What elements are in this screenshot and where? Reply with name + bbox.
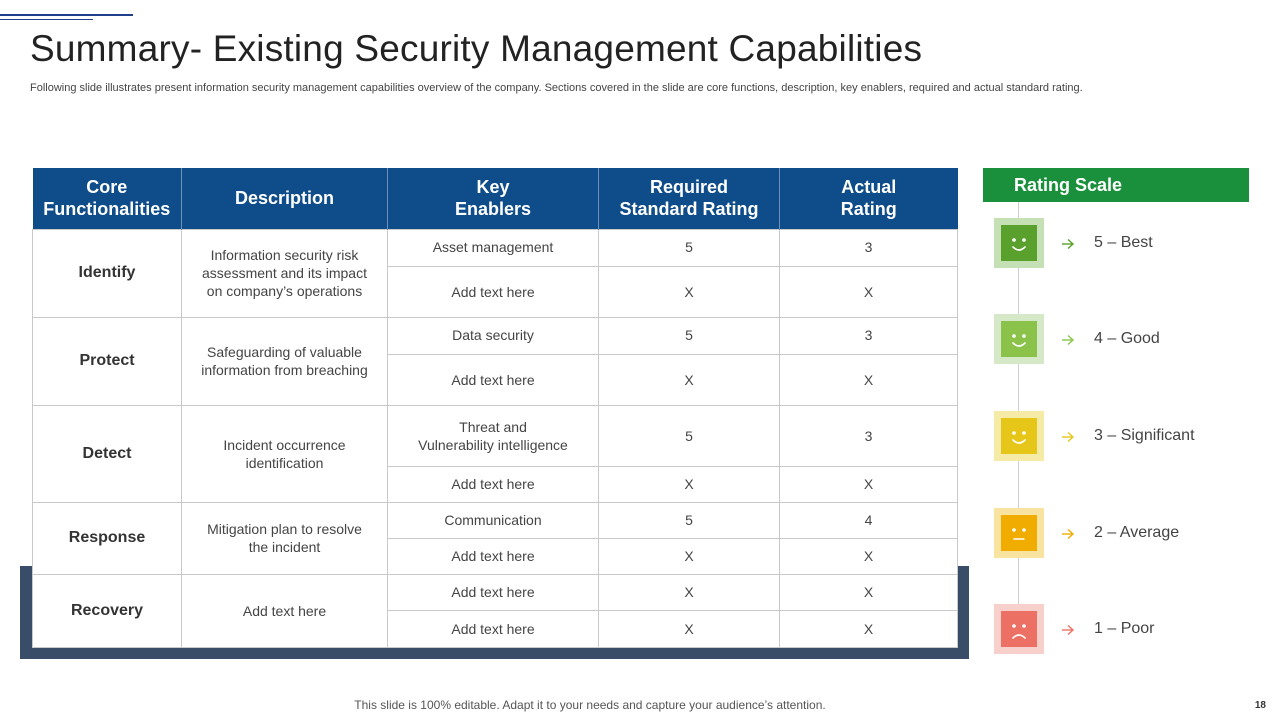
table-row: [33, 229, 958, 266]
actual-cell: X: [780, 538, 958, 574]
chevron-right-icon: [1062, 527, 1076, 539]
rating-level-label: 2 – Average: [1094, 524, 1180, 541]
required-cell: X: [599, 354, 780, 405]
enabler-cell: Add text here: [388, 466, 599, 502]
actual-cell: X: [780, 574, 958, 610]
smiley-face-icon: [1001, 321, 1037, 357]
core-cell: Protect: [33, 317, 182, 405]
description-cell: Mitigation plan to resolve the incident: [182, 502, 388, 574]
required-cell: X: [599, 574, 780, 610]
enabler-cell: Add text here: [388, 538, 599, 574]
table-row: [33, 317, 958, 354]
required-cell: X: [599, 266, 780, 317]
header-description: Description: [182, 168, 388, 229]
page-number: 18: [1254, 700, 1266, 711]
neutral-face-icon: [1001, 515, 1037, 551]
required-cell: 5: [599, 317, 780, 354]
actual-cell: 3: [780, 405, 958, 466]
rating-scale-header: Rating Scale: [983, 168, 1249, 202]
enabler-cell: Data security: [388, 317, 599, 354]
title-accent-line: [0, 14, 133, 16]
rating-face-box: [994, 508, 1044, 558]
rating-level-label: 5 – Best: [1094, 234, 1153, 251]
description-cell: Incident occurrence identification: [182, 405, 388, 502]
chevron-right-icon: [1062, 623, 1076, 635]
rating-level-label: 1 – Poor: [1094, 620, 1155, 637]
core-cell: Recovery: [33, 574, 182, 647]
description-cell: Add text here: [182, 574, 388, 647]
rating-face-box: [994, 604, 1044, 654]
actual-cell: 4: [780, 502, 958, 538]
page-subtitle: Following slide illustrates present information security management capabilities overview of the company. Sections covered in the slide are core functions, description, key enablers, required and actual standard rating.: [30, 82, 1083, 94]
required-cell: 5: [599, 229, 780, 266]
table-row: [33, 405, 958, 466]
page-title: Summary- Existing Security Management Capabilities: [30, 28, 923, 69]
capabilities-table: [32, 168, 958, 648]
smiley-face-icon: [1001, 418, 1037, 454]
enabler-cell: Communication: [388, 502, 599, 538]
rating-face-box: [994, 411, 1044, 461]
title-accent-line-thin: [0, 19, 93, 20]
enabler-cell: Add text here: [388, 266, 599, 317]
rating-face-box: [994, 314, 1044, 364]
actual-cell: 3: [780, 317, 958, 354]
header-actual-rating: Actual Rating: [780, 168, 958, 229]
required-cell: X: [599, 538, 780, 574]
required-cell: 5: [599, 502, 780, 538]
footer-note: This slide is 100% editable. Adapt it to your needs and capture your audience’s attention.: [354, 698, 826, 712]
actual-cell: X: [780, 266, 958, 317]
description-cell: Information security risk assessment and its impact on company’s operations: [182, 229, 388, 317]
header-required-rating: Required Standard Rating: [599, 168, 780, 229]
description-cell: Safeguarding of valuable information from breaching: [182, 317, 388, 405]
enabler-cell: Asset management: [388, 229, 599, 266]
actual-cell: X: [780, 610, 958, 647]
table-row: [33, 502, 958, 538]
enabler-cell: Add text here: [388, 354, 599, 405]
enabler-cell: Add text here: [388, 610, 599, 647]
core-cell: Detect: [33, 405, 182, 502]
core-cell: Response: [33, 502, 182, 574]
header-key-enablers: Key Enablers: [388, 168, 599, 229]
actual-cell: X: [780, 354, 958, 405]
required-cell: X: [599, 466, 780, 502]
required-cell: 5: [599, 405, 780, 466]
enabler-cell: Threat and Vulnerability intelligence: [388, 405, 599, 466]
rating-level-label: 3 – Significant: [1094, 427, 1195, 444]
rating-level-label: 4 – Good: [1094, 330, 1160, 347]
enabler-cell: Add text here: [388, 574, 599, 610]
table-row: [33, 574, 958, 610]
required-cell: X: [599, 610, 780, 647]
chevron-right-icon: [1062, 430, 1076, 442]
actual-cell: X: [780, 466, 958, 502]
chevron-right-icon: [1062, 333, 1076, 345]
header-core-functionalities: Core Functionalities: [33, 168, 182, 229]
sad-face-icon: [1001, 611, 1037, 647]
rating-face-box: [994, 218, 1044, 268]
chevron-right-icon: [1062, 237, 1076, 249]
smiley-face-icon: [1001, 225, 1037, 261]
table-header-row: [33, 168, 958, 229]
core-cell: Identify: [33, 229, 182, 317]
actual-cell: 3: [780, 229, 958, 266]
